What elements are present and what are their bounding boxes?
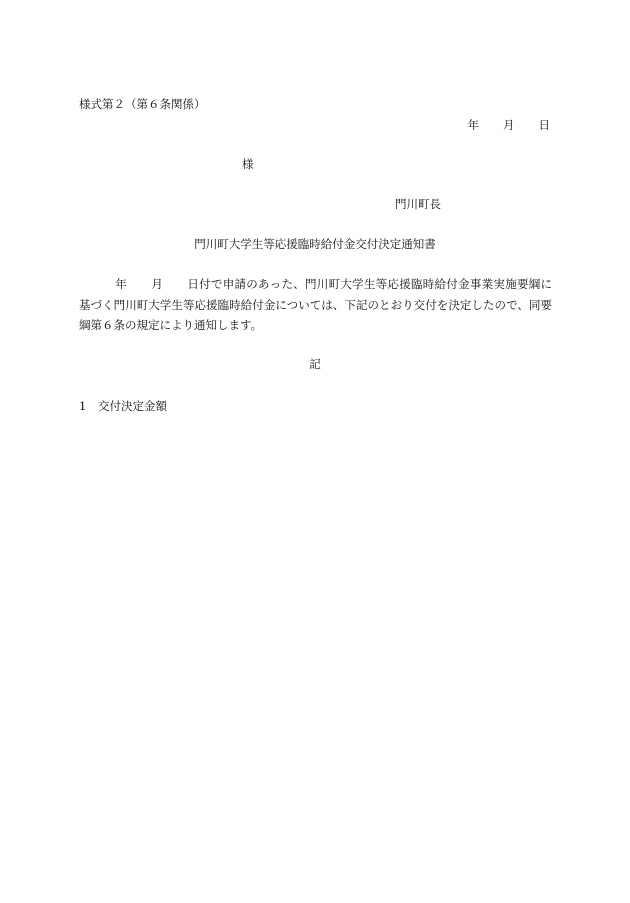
body-paragraph (79, 274, 552, 336)
day-label: 日 (538, 118, 550, 132)
document-title: 門川町大学生等応援臨時給付金交付決定通知書 (194, 237, 436, 251)
list-item (79, 398, 167, 414)
date-line (468, 117, 551, 133)
item-label: 交付決定金額 (98, 399, 167, 413)
month-label: 月 (503, 118, 515, 132)
recipient-honorific: 様 (242, 157, 254, 171)
form-number: 様式第２（第６条関係） (79, 97, 206, 111)
body-month-label: 月 (151, 277, 164, 291)
ki-heading: 記 (309, 357, 321, 371)
body-year-label: 年 (115, 277, 128, 291)
issuer-name: 門川町長 (395, 197, 441, 211)
year-label: 年 (467, 118, 479, 132)
item-number: 1 (79, 399, 87, 413)
body-text: 日付で申請のあった、門川町大学生等応援臨時給付金事業実施要綱に基づく門川町大学生等応援臨時給付金については、下記のとおり交付を決定したので、同要綱第６条の規定により通知します。 (79, 277, 553, 332)
